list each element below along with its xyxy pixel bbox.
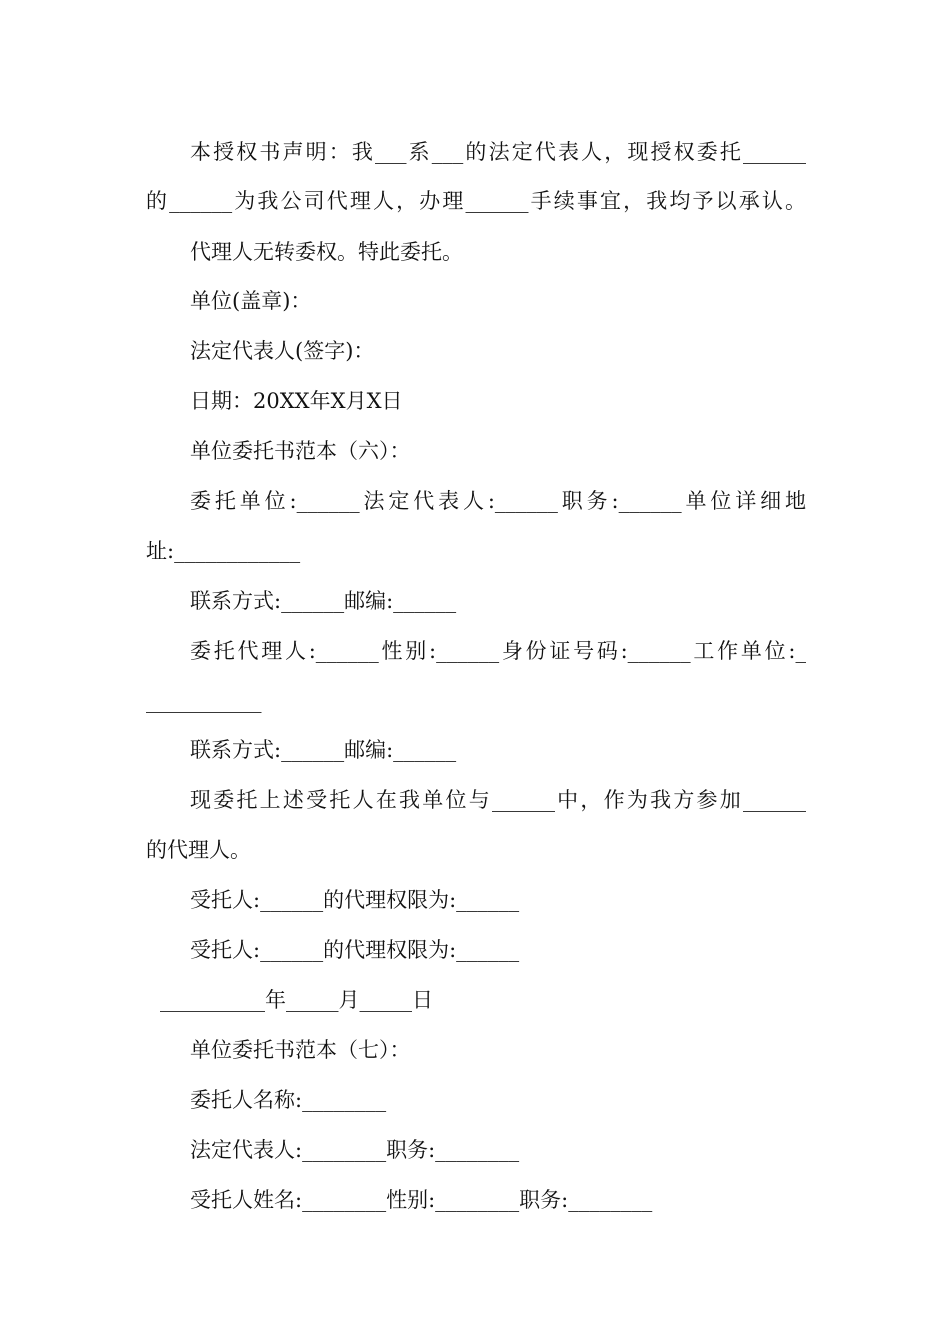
legal-rep-position-line: 法定代表人:________职务:________ bbox=[190, 1138, 520, 1162]
contact-line-1: 联系方式:______邮编:______ bbox=[190, 589, 457, 613]
trustee-authority-line-1: 受托人:______的代理权限为:______ bbox=[190, 888, 520, 912]
blank-date-line: __________年_____月_____日 bbox=[160, 988, 433, 1012]
date-line: 日期：20XX年X月X日 bbox=[190, 389, 403, 413]
paragraph-declaration-line-2: 的______为我公司代理人，办理______手续事宜，我均予以承认。 bbox=[146, 189, 806, 213]
contact-line-2: 联系方式:______邮编:______ bbox=[190, 738, 457, 762]
trustee-name-line: 受托人姓名:________性别:________职务:________ bbox=[190, 1188, 653, 1212]
agent-info-line-2: ___________ bbox=[146, 689, 262, 713]
section-heading-seven: 单位委托书范本（七）： bbox=[190, 1038, 411, 1062]
section-heading-six: 单位委托书范本（六）： bbox=[190, 439, 411, 463]
legal-rep-signature-line: 法定代表人(签字)： bbox=[190, 339, 375, 363]
trustee-authority-line-2: 受托人:______的代理权限为:______ bbox=[190, 938, 520, 962]
principal-name-line: 委托人名称:________ bbox=[190, 1088, 387, 1112]
principal-unit-line-1: 委托单位:______法定代表人:______职务:______单位详细地 bbox=[190, 489, 806, 513]
paragraph-declaration-line-1: 本授权书声明：我___系___的法定代表人，现授权委托______ bbox=[190, 140, 806, 164]
entrust-statement-line-2: 的代理人。 bbox=[146, 838, 251, 862]
unit-seal-line: 单位(盖章)： bbox=[190, 289, 312, 313]
principal-unit-line-2: 址:____________ bbox=[146, 539, 301, 563]
paragraph-no-subdelegation: 代理人无转委权。特此委托。 bbox=[190, 240, 463, 264]
entrust-statement-line-1: 现委托上述受托人在我单位与______中，作为我方参加______ bbox=[190, 788, 806, 812]
agent-info-line-1: 委托代理人:______性别:______身份证号码:______工作单位:_ bbox=[190, 639, 806, 663]
